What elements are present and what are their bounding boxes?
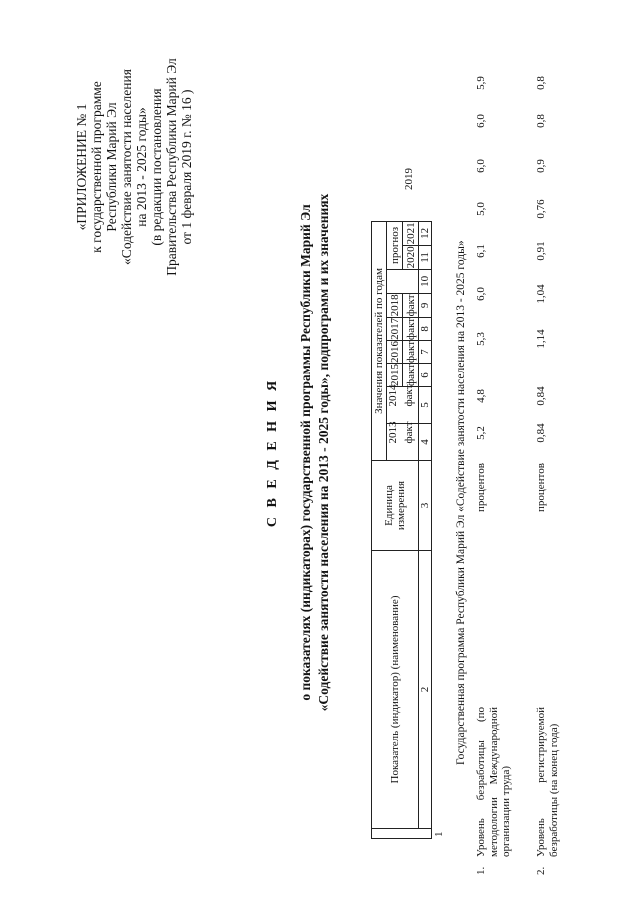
column-number: 12 (419, 221, 432, 245)
row-unit: процентов (475, 463, 487, 512)
row-value: 0,84 (535, 423, 547, 443)
row-value: 5,9 (475, 76, 487, 90)
row-value: 5,0 (475, 202, 487, 216)
row-value: 5,2 (475, 426, 487, 440)
document-subtitle-1: о показателях (индикаторах) государственной программы Республики Марий Эл (298, 204, 313, 701)
row-value: 0,9 (535, 159, 547, 173)
header-fact-2013: факт (403, 421, 415, 444)
appendix-line: (в редакции постановления (149, 88, 164, 246)
header-spacer (372, 829, 432, 839)
row-value: 6,0 (475, 159, 487, 173)
appendix-line: Республики Марий Эл (104, 102, 119, 232)
row-indicator-name: Уровень безработицы (по методологии Международной организации труда) (475, 707, 512, 857)
appendix-line: «ПРИЛОЖЕНИЕ № 1 (74, 103, 89, 231)
column-number: 2 (419, 551, 432, 829)
column-number: 5 (419, 387, 432, 424)
header-forecast (387, 269, 419, 293)
section-title: Государственная программа Республики Марий Эл «Содействие занятости населения на 2013 - 2025 годы» (455, 240, 467, 765)
row-number: 1. (475, 866, 487, 875)
row-value: 0,91 (535, 241, 547, 261)
column-number: 7 (419, 340, 432, 363)
row-value: 6,1 (475, 244, 487, 258)
appendix-block (74, 47, 194, 287)
row-unit: процентов (535, 463, 547, 512)
column-number-first: 1 (433, 831, 445, 837)
header-fact-2014: факт (403, 384, 415, 407)
header-indicator: Показатель (индикатор) (наименование) (372, 551, 419, 829)
row-number: 2. (535, 866, 547, 875)
row-value: 6,0 (475, 287, 487, 301)
header-year-2019: 2019 (403, 168, 415, 190)
header-fact: факт (404, 317, 417, 340)
column-number: 10 (419, 269, 432, 293)
row-value: 5,3 (475, 332, 487, 346)
column-number: 6 (419, 363, 432, 386)
row-value: 0,84 (535, 386, 547, 406)
header-fact: факт (404, 294, 417, 317)
column-number: 9 (419, 293, 432, 317)
appendix-line: к государственной программе (89, 81, 104, 253)
row-indicator-name: Уровень регистрируемой безработицы (на конец года) (535, 707, 560, 857)
header-year-2013: 2013 (387, 421, 399, 444)
row-value: 4,8 (475, 389, 487, 403)
table-row (535, 55, 585, 875)
appendix-line: на 2013 - 2025 годы» (134, 107, 149, 227)
header-fact: факт (404, 363, 417, 386)
document-subtitle-2: «Содействие занятости населения на 2013 - 2025 годы», подпрограмм и их значениях (316, 193, 331, 712)
document-heading: С В Е Д Е Н И Я (265, 377, 280, 528)
row-value: 0,8 (535, 114, 547, 128)
column-number: 8 (419, 317, 432, 340)
appendix-line: от 1 февраля 2019 г. № 16 ) (179, 89, 194, 245)
header-forecast-label: прогноз (387, 221, 403, 269)
appendix-line: Правительства Республики Марий Эл (164, 58, 179, 276)
row-value: 1,04 (535, 284, 547, 304)
column-number: 4 (419, 424, 432, 461)
row-value: 6,0 (475, 114, 487, 128)
header-year: 2018 (388, 294, 401, 317)
row-value: 0,8 (535, 76, 547, 90)
header-unit: Единица измерения (372, 461, 419, 551)
appendix-line: «Содействие занятости населения (119, 69, 134, 265)
row-value: 1,14 (535, 329, 547, 349)
header-year: 2017 (388, 317, 401, 340)
header-year: 2015 (388, 363, 401, 386)
header-year: 2016 (388, 340, 401, 363)
table-row (475, 55, 535, 875)
header-values-group: Значения показателей по годам (372, 221, 387, 460)
header-fact: факт (404, 340, 417, 363)
indicators-table (371, 221, 432, 839)
header-year-2014: 2014 (387, 384, 399, 407)
column-number: 11 (419, 245, 432, 269)
header-year: 2020 (404, 246, 417, 269)
header-year: 2021 (404, 222, 417, 245)
column-number: 3 (419, 461, 432, 551)
row-value: 0,76 (535, 199, 547, 219)
